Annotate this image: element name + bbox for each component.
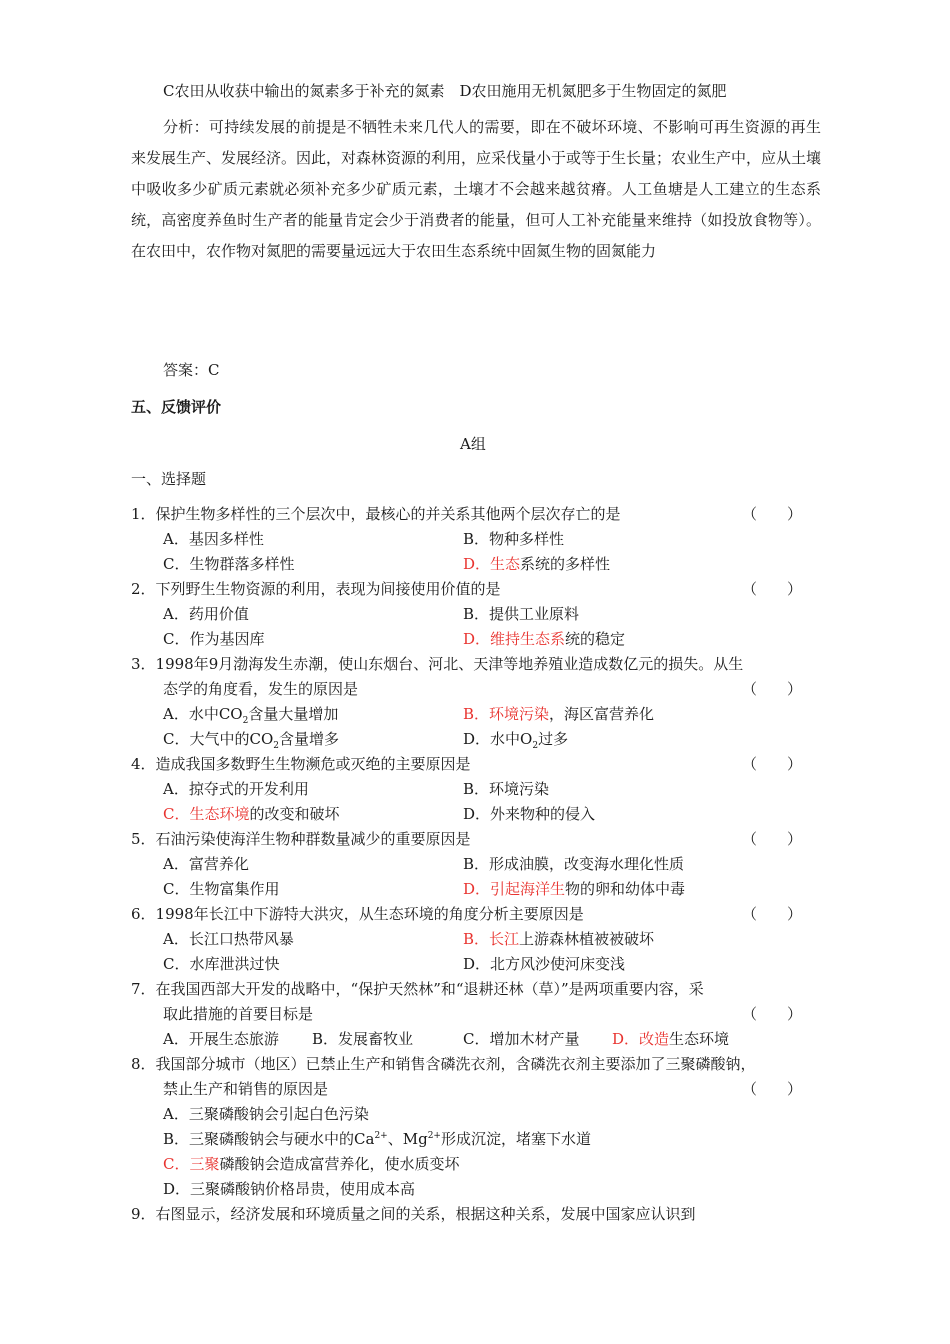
option-a: A．药用价值 [163, 605, 249, 623]
answer-blank: （ ） [742, 580, 803, 598]
option-b: B．提供工业原料 [463, 605, 580, 623]
option-d [463, 629, 625, 649]
option-b: B．物种多样性 [463, 530, 565, 548]
option-c: C．生物富集作用 [163, 880, 280, 898]
option-c-text: C．大气中的CO [163, 730, 274, 748]
option-c-rest: 磷酸钠会造成富营养化，使水质变坏 [219, 1155, 460, 1173]
option-a: A．掠夺式的开发利用 [163, 780, 309, 798]
question-8-line-1: 8．我国部分城市（地区）已禁止生产和销售含磷洗衣剂，含磷洗衣剂主要添加了三聚磷酸钠， [131, 1055, 756, 1073]
option-d-text: D．水中O [463, 730, 533, 748]
answer-blank: （ ） [742, 830, 803, 848]
highlighted-answer: D．引起海洋生 [463, 880, 566, 898]
answer-blank: （ ） [742, 680, 803, 698]
question-7-line-1: 7．在我国西部大开发的战略中，“保护天然林”和“退耕还林（草）”是两项重要内容，采 [131, 980, 704, 998]
superscript: 2+ [374, 1131, 388, 1141]
option-b-text: B．三聚磷酸钠会与硬水中的Ca [163, 1130, 375, 1148]
highlighted-answer: B．长江 [463, 930, 520, 948]
option-d [463, 729, 568, 749]
option-c: C．增加木材产量 [463, 1030, 580, 1048]
group-title: A组 [460, 435, 486, 453]
question-9-text: 9．右图显示，经济发展和环境质量之间的关系，根据这种关系，发展中国家应认识到 [131, 1205, 696, 1223]
option-c [163, 1154, 460, 1174]
answer-blank: （ ） [742, 1005, 803, 1023]
option-a: A．基因多样性 [163, 530, 264, 548]
option-c [163, 729, 339, 749]
option-b [463, 704, 654, 724]
highlighted-answer: B．环境污染 [463, 705, 550, 723]
analysis-text: 分析：可持续发展的前提是不牺牲未来几代人的需要，即在不破坏环境、不影响可再生资源的再生来发展生产、发展经济。因此，对森林资源的利用，应采伐量小于或等于生长量；农业生产中，应从土壤中吸收多少矿质元素就必须补充多少矿质元素，土壤才不会越来越贫瘠。人工鱼塘是人工建立的生态系统，高密度养鱼时生产者的能量肯定会少于消费者的能量，但可人工补充能量来维持（如投放食物等）。在农田中，农作物对氮肥的需要量远远大于农田生态系统中固氮生物的固氮能力 [131, 118, 822, 260]
option-b: B．环境污染 [463, 780, 550, 798]
analysis-paragraph [131, 112, 821, 267]
option-a: A．开展生态旅游 [163, 1030, 279, 1048]
option-c-rest: 的改变和破坏 [249, 805, 340, 823]
subsection-title: 一、选择题 [131, 470, 207, 488]
question-4-text: 4．造成我国多数野生生物濒危或灭绝的主要原因是 [131, 755, 471, 773]
question-2-text: 2．下列野生生物资源的利用，表现为间接使用价值的是 [131, 580, 501, 598]
highlighted-answer: C．三聚 [163, 1155, 220, 1173]
option-a: A．富营养化 [163, 855, 249, 873]
answer-blank: （ ） [742, 755, 803, 773]
option-c: C．作为基因库 [163, 630, 265, 648]
option-d: D．三聚磷酸钠价格昂贵，使用成本高 [163, 1180, 416, 1198]
answer-blank: （ ） [742, 1080, 803, 1098]
answer-line: 答案：C [163, 361, 220, 379]
option-d-rest: 生态环境 [669, 1030, 730, 1048]
question-1-text: 1．保护生物多样性的三个层次中，最核心的并关系其他两个层次存亡的是 [131, 505, 621, 523]
option-b-text-mid: 、Mg [387, 1130, 428, 1148]
option-a-text: A．水中CO [163, 705, 243, 723]
question-3-line-2: 态学的角度看，发生的原因是 [163, 680, 359, 698]
option-a: A．长江口热带风暴 [163, 930, 294, 948]
highlighted-answer: D．生态 [463, 555, 521, 573]
option-d: D．外来物种的侵入 [463, 805, 596, 823]
option-c [163, 804, 340, 824]
answer-blank: （ ） [742, 905, 803, 923]
option-d [463, 554, 610, 574]
option-d [463, 879, 685, 899]
option-c-text-rest: 含量增多 [279, 730, 340, 748]
option-d-rest: 物的卵和幼体中毒 [565, 880, 686, 898]
option-d-rest: 统的稳定 [565, 630, 626, 648]
question-6-text: 6．1998年长江中下游特大洪灾，从生态环境的角度分析主要原因是 [131, 905, 584, 923]
question-3-line-1: 3．1998年9月渤海发生赤潮，使山东烟台、河北、天津等地养殖业造成数亿元的损失。从生 [131, 655, 744, 673]
highlighted-answer: C．生态环境 [163, 805, 250, 823]
question-8-line-2: 禁止生产和销售的原因是 [163, 1080, 329, 1098]
option-a [163, 704, 338, 724]
question-5-text: 5．石油污染使海洋生物种群数量减少的重要原因是 [131, 830, 471, 848]
option-b [463, 929, 654, 949]
highlighted-answer: D．改造 [612, 1030, 670, 1048]
subscript: 2 [242, 716, 249, 726]
section-title: 五、反馈评价 [131, 398, 222, 416]
subscript: 2 [532, 741, 539, 751]
option-b: B．形成油膜，改变海水理化性质 [463, 855, 685, 873]
option-b-rest: ，海区富营养化 [549, 705, 655, 723]
answer-blank: （ ） [742, 505, 803, 523]
option-c: C．水库泄洪过快 [163, 955, 280, 973]
option-d [612, 1029, 729, 1049]
carry-options-line: C农田从收获中输出的氮素多于补充的氮素 D农田施用无机氮肥多于生物固定的氮肥 [163, 82, 727, 100]
question-7-line-2: 取此措施的首要目标是 [163, 1005, 314, 1023]
option-b-rest: 上游森林植被被破坏 [519, 930, 655, 948]
highlighted-answer: D．维持生态系 [463, 630, 566, 648]
subscript: 2 [273, 741, 279, 751]
option-a: A．三聚磷酸钠会引起白色污染 [163, 1105, 369, 1123]
option-a-text-rest: 含量大量增加 [248, 705, 339, 723]
option-d-text-rest: 过多 [538, 730, 569, 748]
option-b-text-rest: 形成沉淀，堵塞下水道 [440, 1130, 591, 1148]
superscript: 2+ [427, 1131, 441, 1141]
option-b: B．发展畜牧业 [312, 1030, 414, 1048]
option-d-rest: 系统的多样性 [520, 555, 611, 573]
option-b [163, 1129, 591, 1149]
option-d: D．北方风沙使河床变浅 [463, 955, 626, 973]
option-c: C．生物群落多样性 [163, 555, 295, 573]
